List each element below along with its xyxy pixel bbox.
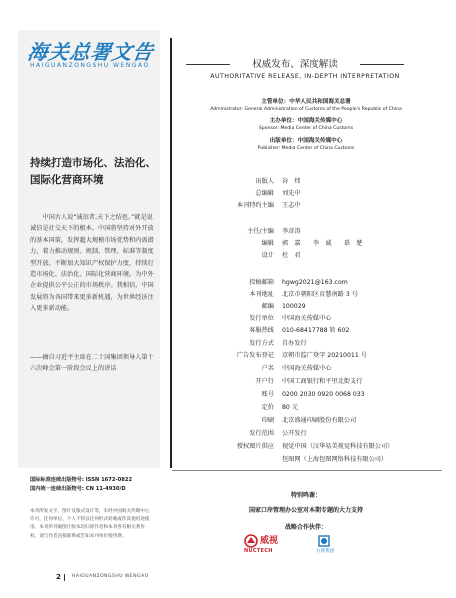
partners-title: 战略合作伙伴： [284,524,327,531]
special-thanks-title: 特别鸣谢： [290,492,321,499]
nuctech-name-cn: 威视 [260,536,279,546]
column-divider [170,38,172,468]
quote-source: ——摘自习近平主席在二十国集团领导人第十六次峰会第一阶段会议上的讲话 [30,354,154,372]
cn-line: 国内统一连续出版物号: CN 11-4930/D [30,486,126,492]
sponsor-sponsor: 主办单位：中国海关传媒中心 Sponsor: Media Center of China Customs [258,118,354,131]
feature-title: 持续打造市场化、法治化、国际化营商环境 [30,157,156,186]
issn-line: 国际标准连续出版物号: ISSN 1672-0822 [30,477,133,483]
feature-quote: 中国古人说“诚信者,天下之结也。”就是说诚信是社交天下的根本。中国将坚持对外开放的基本国策，发挥超大规模市场优势和内需潜力，着力推动规则、规制、管理、标准等制度型开放。不断加大知识产权保护力度，持续打造市场化、法治化、国际化营商环境。为中外企业提供公平公正的市场秩序。我相信，中国发展将为各国带来更多新机遇，为世界经济注入更多新动能。 [30,214,154,313]
fangyuan-logo-icon [318,535,330,547]
footer-text: HAIGUANZONGSHU WENGAO [72,574,149,579]
header-rule-left [186,64,230,65]
sponsor-publisher: 出版单位：中国海关传媒中心 Publisher: Media Center of China Customs [257,138,355,151]
header-rule-right [360,64,404,65]
header-title-en: AUTHORITATIVE RELEASE, IN-DEPTH INTERPRETATION [210,73,400,80]
copyright-disclaimer: 本刊所发文字、图片及版式设计等，未经中国海关传媒中心许可，任何单位、个人不得以任何形式转载或作其他用途使用。本刊所刊载图片版本均归原作者和本刊各有相关著作权，请与作者直接联系或告知本刊单位使用费。 [30,509,150,539]
nuctech-name-en: NUCTECH [244,548,273,554]
footer-divider [64,574,65,581]
fangyuan-name-cn: 方圆集团 [316,549,335,554]
special-thanks-body: 国家口岸管理办公室对本期专题的大力支持 [248,507,363,514]
nuctech-logo-icon [244,534,258,548]
section-divider [172,470,442,471]
sponsor-administrator: 主管单位：中华人民共和国海关总署 Administrator: General Administration of Customs of the People's Republic of China [210,99,402,112]
issn-block [30,476,132,494]
header-title-cn: 权威发布、深度解读 [252,59,338,70]
page-number: 2 [56,573,61,581]
magazine-logo-pinyin: HAIGUANZONGSHU WENGAO [30,62,150,69]
magazine-logo: 海关总署文告 [26,40,156,64]
